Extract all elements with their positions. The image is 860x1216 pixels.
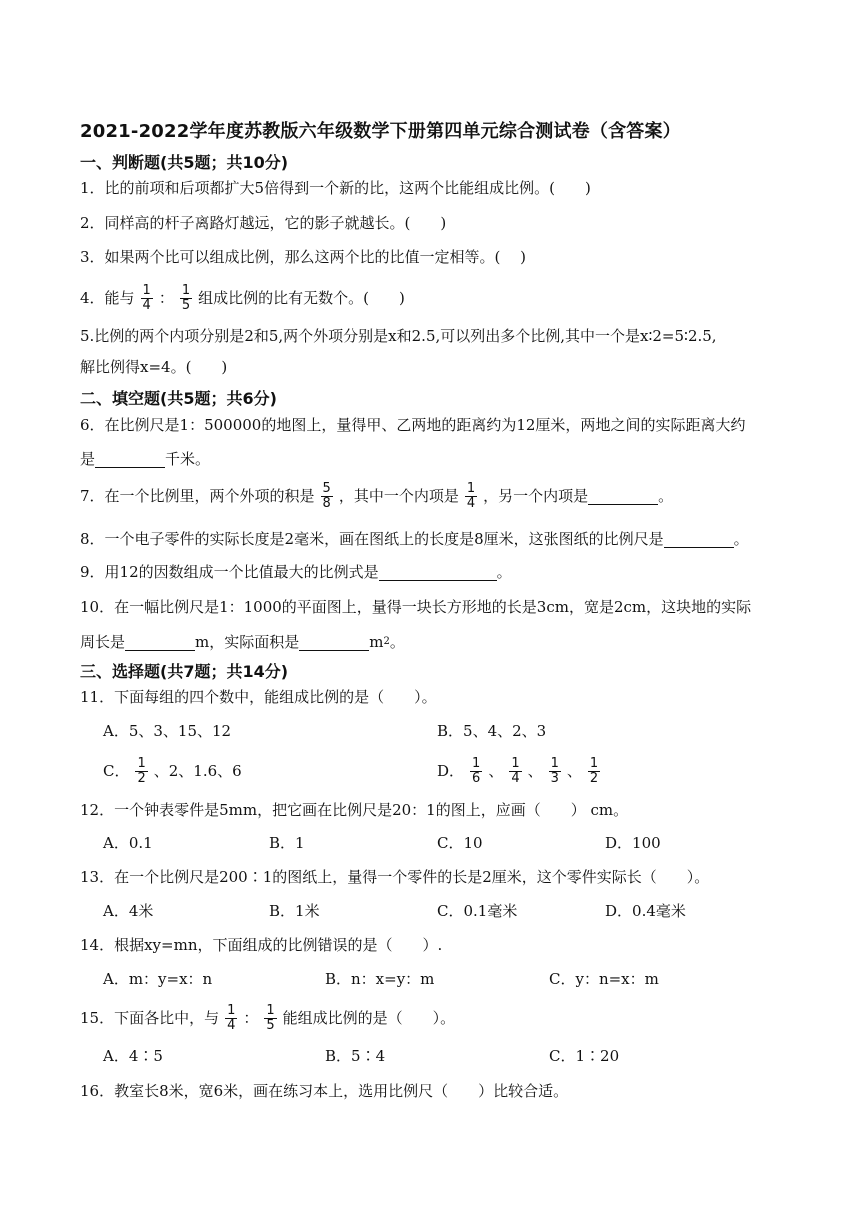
question-10-line-1: 10．在一幅比例尺是1：1000的平面图上，量得一块长方形地的长是3cm，宽是2cm，这块地的实际 <box>80 598 752 616</box>
question-10-middle: m，实际面积是 <box>195 633 300 651</box>
question-7-prefix: 7．在一个比例里，两个外项的积是 <box>80 487 315 505</box>
option-14-a[interactable]: A．m：y=x：n <box>103 970 213 988</box>
question-16: 16．教室长8米，宽6米，画在练习本上，选用比例尺（ ）比较合适。 <box>80 1082 569 1100</box>
fraction-one-quarter: $\frac{1}{4}$ <box>142 282 151 313</box>
question-9 <box>80 557 512 587</box>
question-5-line-1: 5.比例的两个内项分别是2和5,两个外项分别是x和2.5,可以列出多个比例,其中一个是x∶2=5∶2.5, <box>80 327 717 345</box>
question-8-end: 。 <box>733 530 749 548</box>
option-letter: D． <box>437 762 465 780</box>
option-13-a[interactable]: A．4米 <box>103 902 154 920</box>
question-12: 12．一个钟表零件是5mm，把它画在比例尺是20：1的图上，应画（ ） cm。 <box>80 801 629 819</box>
ratio-colon: ： <box>243 1009 259 1027</box>
question-10-line-2 <box>80 627 405 657</box>
question-6-line-1: 6．在比例尺是1：500000的地图上，量得甲、乙两地的距离约为12厘米，两地之间的实际距离大约 <box>80 416 746 434</box>
question-7 <box>80 481 673 511</box>
option-12-b[interactable]: B．1 <box>269 834 305 852</box>
question-10-prefix: 周长是 <box>80 633 126 651</box>
unit-label: m <box>369 633 384 651</box>
separator: 、 <box>527 762 543 780</box>
option-11-d[interactable] <box>437 756 606 786</box>
question-11: 11．下面每组的四个数中，能组成比例的是（ ）。 <box>80 688 437 706</box>
fraction-five-eighths: $\frac{5}{8}$ <box>322 480 331 511</box>
option-14-b[interactable]: B．n：x=y：m <box>325 970 435 988</box>
answer-blank[interactable] <box>95 451 165 468</box>
option-letter: C． <box>103 762 130 780</box>
fraction-one-quarter: $\frac{1}{4}$ <box>511 755 520 786</box>
answer-blank[interactable] <box>125 634 195 651</box>
question-6-line-2 <box>80 444 210 474</box>
fraction-one-half: $\frac{1}{2}$ <box>589 755 599 786</box>
option-14-c[interactable]: C．y：n=x：m <box>549 970 659 988</box>
option-12-d[interactable]: D．100 <box>605 834 661 852</box>
option-12-c[interactable]: C．10 <box>437 834 483 852</box>
question-3: 3．如果两个比可以组成比例，那么这两个比的比值一定相等。( ) <box>80 248 527 266</box>
option-11-a[interactable]: A．5、3、15、12 <box>103 722 232 740</box>
question-4 <box>80 283 405 313</box>
question-4-suffix: 组成比例的比有无数个。( ) <box>198 289 405 307</box>
separator: 、 <box>566 762 582 780</box>
fraction-one-half: $\frac{1}{2}$ <box>137 755 146 786</box>
option-15-c[interactable]: C．1∶20 <box>549 1047 620 1065</box>
question-7-end: 。 <box>658 487 674 505</box>
option-text: 、2、1.6、6 <box>153 762 242 780</box>
question-14: 14．根据xy=mn，下面组成的比例错误的是（ ）. <box>80 936 443 954</box>
question-6-prefix: 是 <box>80 450 96 468</box>
question-9-text: 9．用12的因数组成一个比值最大的比例式是 <box>80 563 379 581</box>
question-10-end: 。 <box>389 633 405 651</box>
answer-blank[interactable] <box>588 488 658 505</box>
option-11-b[interactable]: B．5、4、2、3 <box>437 722 547 740</box>
section-heading-judgment: 一、判断题(共5题；共10分) <box>80 153 289 172</box>
fraction-one-fifth: $\frac{1}{5}$ <box>266 1002 275 1033</box>
question-8-text: 8．一个电子零件的实际长度是2毫米，画在图纸上的长度是8厘米，这张图纸的比例尺是 <box>80 530 664 548</box>
fraction-one-third: $\frac{1}{3}$ <box>550 755 559 786</box>
option-13-c[interactable]: C．0.1毫米 <box>437 902 518 920</box>
question-9-end: 。 <box>496 563 512 581</box>
question-4-prefix: 4．能与 <box>80 289 135 307</box>
question-6-suffix: 千米。 <box>165 450 211 468</box>
answer-blank[interactable] <box>379 564 497 581</box>
option-13-d[interactable]: D．0.4毫米 <box>605 902 686 920</box>
fraction-one-quarter: $\frac{1}{4}$ <box>227 1002 236 1033</box>
section-heading-fill-in: 二、填空题(共5题；共6分) <box>80 389 277 408</box>
question-7-middle: ，其中一个内项是 <box>338 487 459 505</box>
option-12-a[interactable]: A．0.1 <box>103 834 153 852</box>
question-8 <box>80 524 749 554</box>
option-15-b[interactable]: B．5∶4 <box>325 1047 386 1065</box>
answer-blank[interactable] <box>664 531 734 548</box>
section-heading-choice: 三、选择题(共7题；共14分) <box>80 662 289 681</box>
question-5-line-2: 解比例得x=4。( ) <box>80 358 228 376</box>
option-11-c[interactable] <box>103 756 242 786</box>
fraction-one-quarter: $\frac{1}{4}$ <box>466 480 476 511</box>
fraction-one-sixth: $\frac{1}{6}$ <box>472 755 481 786</box>
question-1: 1．比的前项和后项都扩大5倍得到一个新的比，这两个比能组成比例。( ) <box>80 179 591 197</box>
question-15-suffix: 能组成比例的是（ ）。 <box>282 1009 456 1027</box>
ratio-colon: ： <box>158 289 174 307</box>
page-title: 2021-2022学年度苏教版六年级数学下册第四单元综合测试卷（含答案） <box>80 121 681 142</box>
question-15 <box>80 1003 455 1033</box>
answer-blank[interactable] <box>299 634 369 651</box>
question-15-prefix: 15．下面各比中，与 <box>80 1009 220 1027</box>
unit-superscript: 2 <box>383 636 390 647</box>
fraction-one-fifth: $\frac{1}{5}$ <box>181 282 191 313</box>
question-13: 13．在一个比例尺是200∶1的图纸上，量得一个零件的长是2厘米，这个零件实际长（ ）。 <box>80 868 710 886</box>
option-15-a[interactable]: A．4∶5 <box>103 1047 163 1065</box>
question-2: 2．同样高的杆子离路灯越远，它的影子就越长。( ) <box>80 214 447 232</box>
option-13-b[interactable]: B．1米 <box>269 902 320 920</box>
separator: 、 <box>488 762 504 780</box>
question-7-tail: ，另一个内项是 <box>483 487 589 505</box>
